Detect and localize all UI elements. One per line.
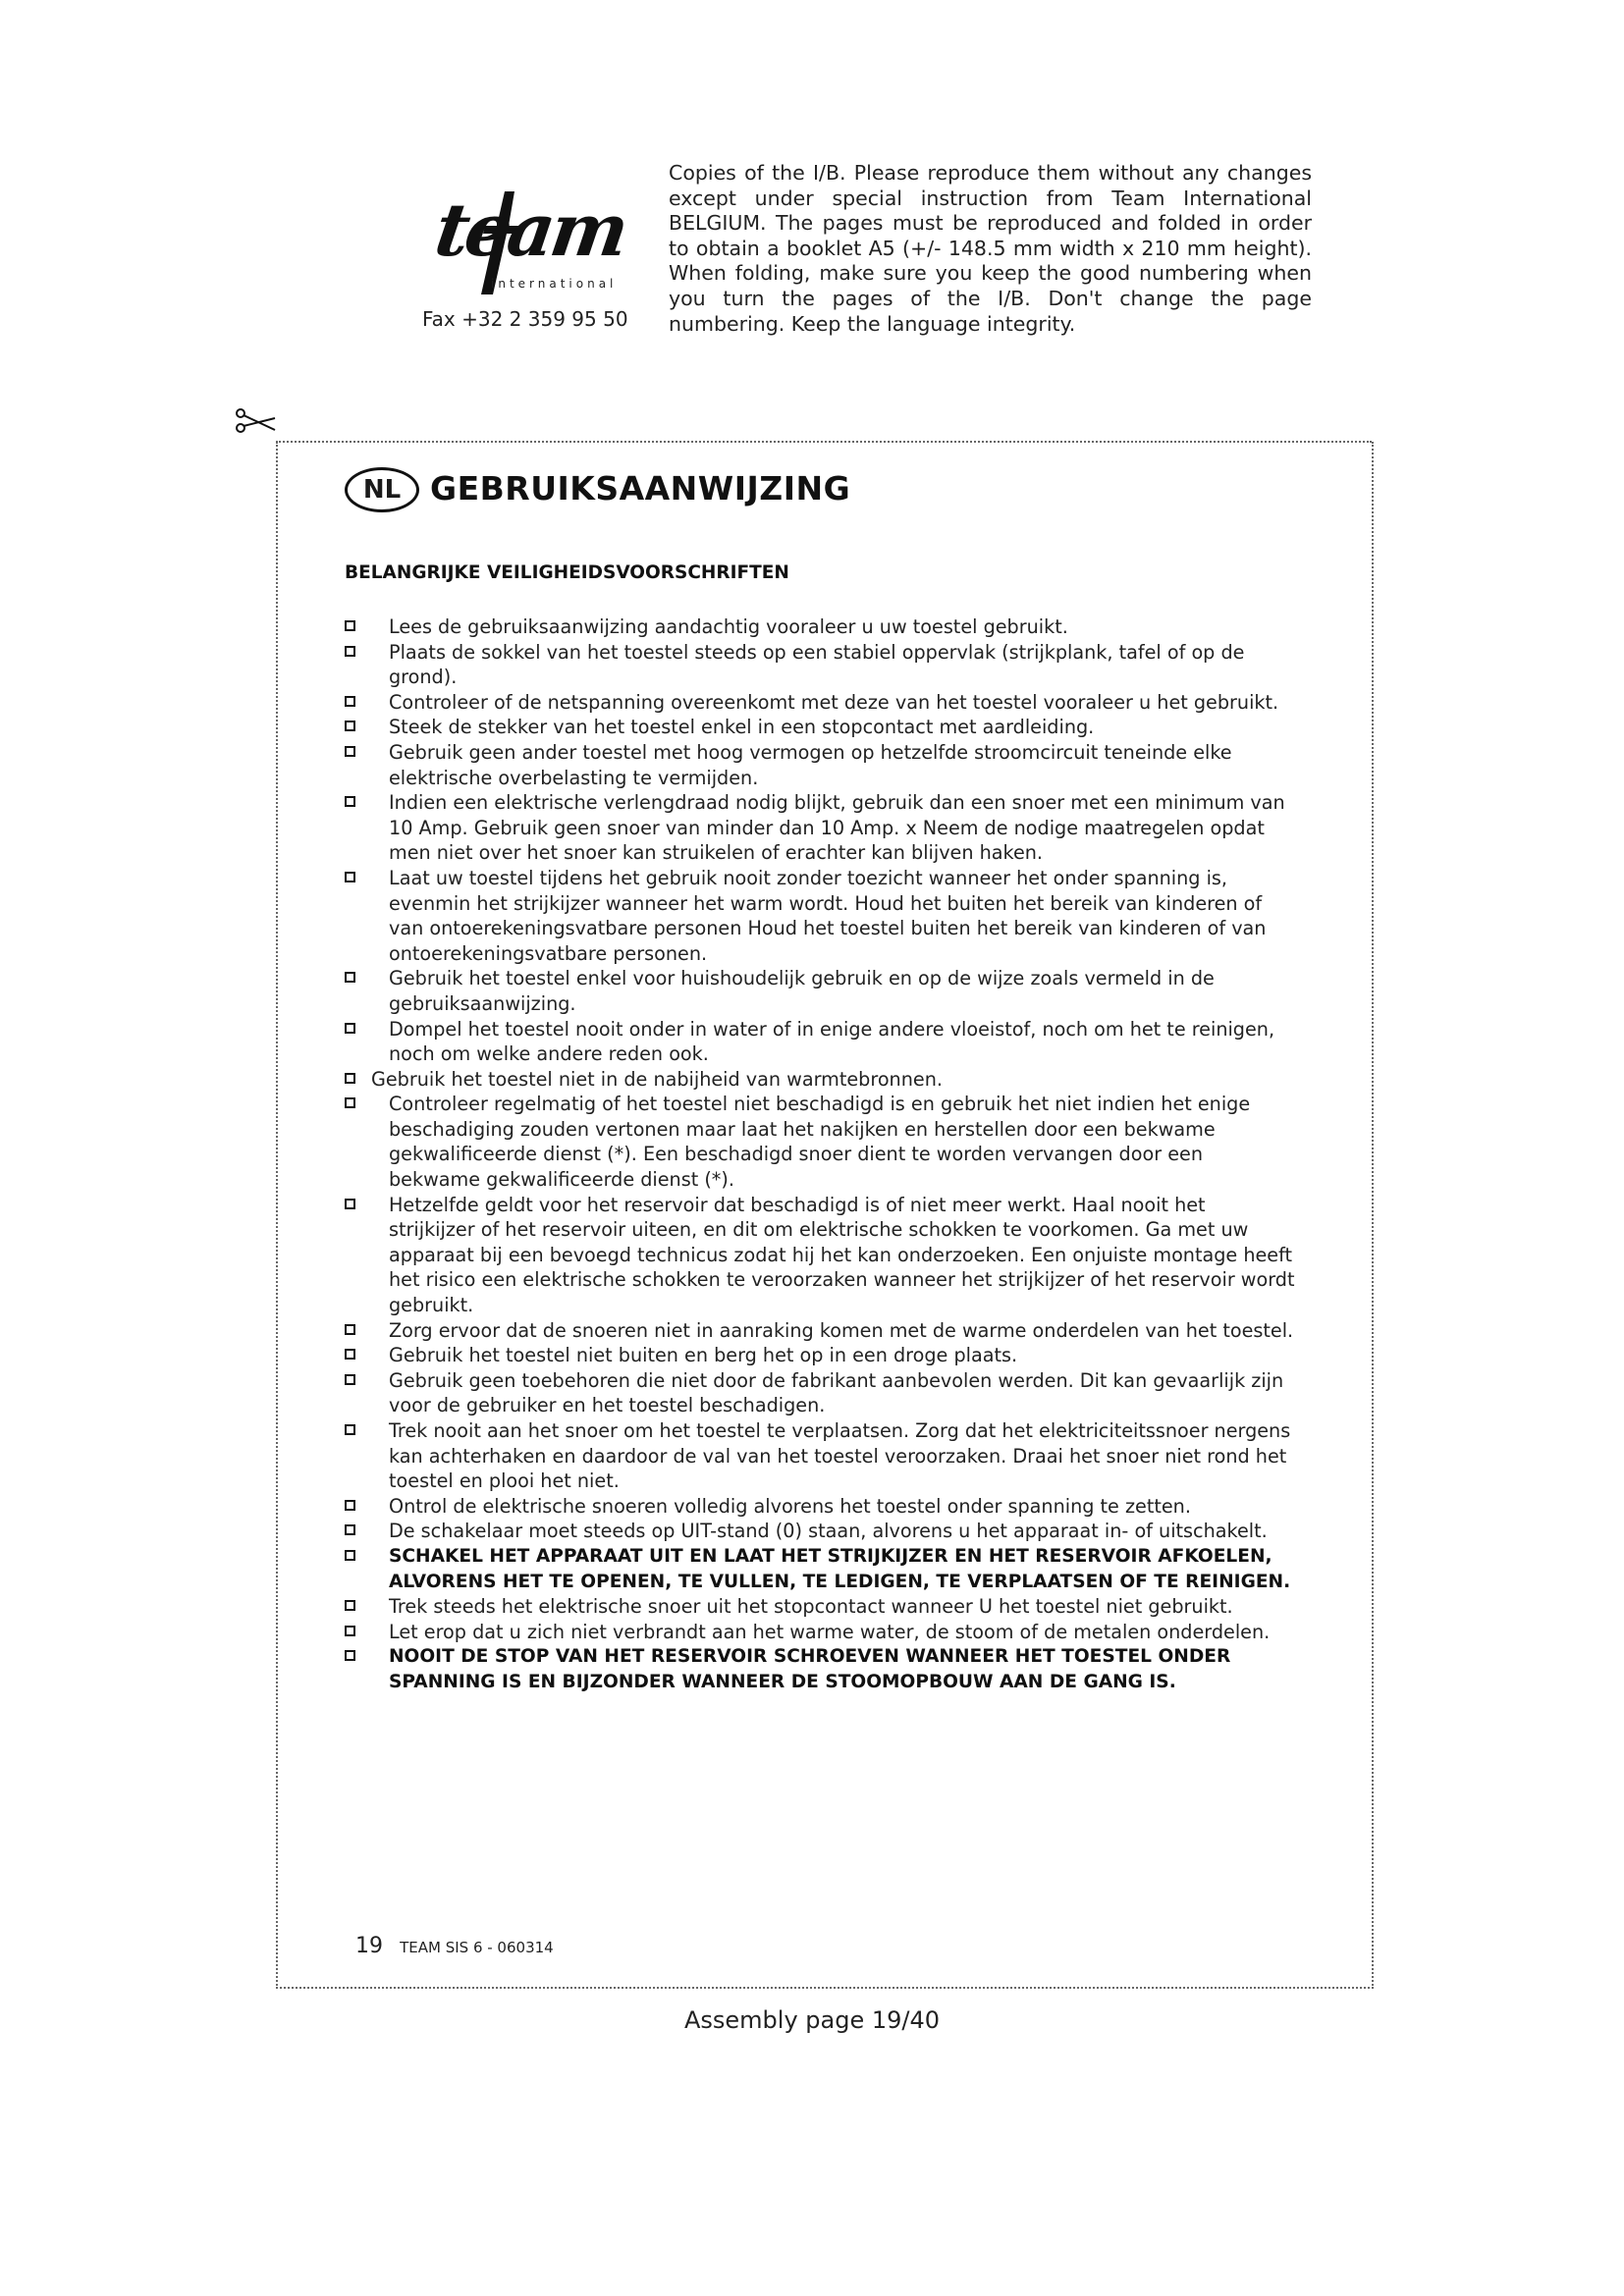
checkbox-bullet-icon: [345, 1023, 355, 1034]
list-item-warning: NOOIT DE STOP VAN HET RESERVOIR SCHROEVEN WANNEER HET TOESTEL ONDER SPANNING IS EN BIJZONDER WANNEER DE STOOMOPBOUW AAN DE GANG IS.: [345, 1644, 1297, 1694]
list-item: Trek nooit aan het snoer om het toestel te verplaatsen. Zorg dat het elektriciteitssnoer nergens kan achterhaken en daardoor de val van het toestel veroorzaken. Draai het snoer niet rond het toestel en plooi het niet.: [345, 1418, 1297, 1494]
checkbox-bullet-icon: [345, 721, 355, 731]
list-item: Laat uw toestel tijdens het gebruik nooit zonder toezicht wanneer het onder spanning is, evenmin het strijkijzer wanneer het warm wordt. Houd het buiten het bereik van kinderen of van ontoerekeningsvatbare personen Houd het toestel buiten het bereik van kinderen of van ontoerekeningsvatbare personen.: [345, 866, 1297, 966]
page-footer: [355, 1934, 554, 1958]
list-item: Lees de gebruiksaanwijzing aandachtig vooraleer u uw toestel gebruikt.: [345, 614, 1297, 640]
checkbox-bullet-icon: [345, 796, 355, 807]
list-item: Trek steeds het elektrische snoer uit het stopcontact wanneer U het toestel niet gebruikt.: [345, 1594, 1297, 1620]
model-reference: TEAM SIS 6 - 060314: [400, 1939, 554, 1956]
checkbox-bullet-icon: [345, 1650, 355, 1661]
checkbox-bullet-icon: [345, 1349, 355, 1360]
checkbox-bullet-icon: [345, 1324, 355, 1335]
checkbox-bullet-icon: [345, 1097, 355, 1108]
scissors-icon: [234, 406, 277, 436]
checkbox-bullet-icon: [345, 1550, 355, 1561]
page-number: 19: [355, 1934, 383, 1958]
list-item: Ontrol de elektrische snoeren volledig alvorens het toestel onder spanning te zetten.: [345, 1494, 1297, 1520]
checkbox-bullet-icon: [345, 1524, 355, 1535]
section-heading: BELANGRIJKE VEILIGHEIDSVOORSCHRIFTEN: [345, 562, 789, 583]
checkbox-bullet-icon: [345, 1626, 355, 1636]
assembly-page-label: Assembly page 19/40: [683, 2006, 941, 2034]
list-item: Controleer regelmatig of het toestel niet beschadigd is en gebruik het niet indien het enige beschadiging zouden vertonen maar laat het nakijken en herstellen door een bekwame gekwalificeerde dienst (*). Een beschadigd snoer dient te worden vervangen door een bekwame gekwalificeerde dienst (*).: [345, 1092, 1297, 1192]
list-item: Plaats de sokkel van het toestel steeds op een stabiel oppervlak (strijkplank, tafel of op de grond).: [345, 640, 1297, 690]
checkbox-bullet-icon: [345, 1374, 355, 1385]
checkbox-bullet-icon: [345, 1424, 355, 1435]
list-item: Indien een elektrische verlengdraad nodig blijkt, gebruik dan een snoer met een minimum van 10 Amp. Gebruik geen snoer van minder dan 10 Amp. x Neem de nodige maatregelen opdat men niet over het snoer kan struikelen of erachter kan blijven haken.: [345, 790, 1297, 866]
checkbox-bullet-icon: [345, 1073, 355, 1084]
list-item: Hetzelfde geldt voor het reservoir dat beschadigd is of niet meer werkt. Haal nooit het strijkijzer of het reservoir uiteen, en dit om elektrische schokken te voorkomen. Ga met uw apparaat bij een bevoegd technicus zodat hij het kan onderzoeken. Een onjuiste montage heeft het risico een elektrische schokken te veroorzaken wanneer het strijkijzer of het reservoir wordt gebruikt.: [345, 1193, 1297, 1318]
checkbox-bullet-icon: [345, 620, 355, 631]
safety-rules-list: [345, 614, 1297, 1695]
list-item: De schakelaar moet steeds op UIT-stand (0) staan, alvorens u het apparaat in- of uitschakelt.: [345, 1519, 1297, 1544]
checkbox-bullet-icon: [345, 746, 355, 757]
checkbox-bullet-icon: [345, 1199, 355, 1209]
checkbox-bullet-icon: [345, 972, 355, 983]
list-item: Gebruik het toestel niet buiten en berg het op in een droge plaats.: [345, 1343, 1297, 1368]
list-item: Gebruik geen ander toestel met hoog vermogen op hetzelfde stroomcircuit teneinde elke elektrische overbelasting te vermijden.: [345, 740, 1297, 790]
checkbox-bullet-icon: [345, 1500, 355, 1511]
list-item: Gebruik het toestel niet in de nabijheid van warmtebronnen.: [345, 1067, 1297, 1093]
list-item: Zorg ervoor dat de snoeren niet in aanraking komen met de warme onderdelen van het toestel.: [345, 1318, 1297, 1344]
reproduction-notice: Copies of the I/B. Please reproduce them without any changes except under special instruction from Team International BELGIUM. The pages must be reproduced and folded in order to obtain a booklet A5 (+/- 148.5 mm width x 210 mm height). When folding, make sure you keep the good numbering when you turn the pages of the I/B. Don't change the page numbering. Keep the language integrity.: [669, 161, 1312, 336]
list-item: Controleer of de netspanning overeenkomt met deze van het toestel vooraleer u het gebruikt.: [345, 690, 1297, 716]
page-title: GEBRUIKSAANWIJZING: [430, 469, 851, 507]
list-item: Gebruik geen toebehoren die niet door de fabrikant aanbevolen werden. Dit kan gevaarlijk zijn voor de gebruiker en het toestel beschadigen.: [345, 1368, 1297, 1418]
list-item: Let erop dat u zich niet verbrandt aan het warme water, de stoom of de metalen onderdelen.: [345, 1620, 1297, 1645]
list-item: Gebruik het toestel enkel voor huishoudelijk gebruik en op de wijze zoals vermeld in de gebruiksaanwijzing.: [345, 966, 1297, 1016]
fax-number: Fax +32 2 359 95 50: [422, 307, 628, 331]
checkbox-bullet-icon: [345, 872, 355, 882]
checkbox-bullet-icon: [345, 1600, 355, 1611]
list-item: Dompel het toestel nooit onder in water of in enige andere vloeistof, noch om het te reinigen, noch om welke andere reden ook.: [345, 1017, 1297, 1067]
checkbox-bullet-icon: [345, 696, 355, 707]
logo-subtitle: international: [491, 277, 618, 291]
language-badge: NL: [345, 467, 419, 512]
logo-wordmark: team: [429, 188, 630, 273]
list-item: Steek de stekker van het toestel enkel in een stopcontact met aardleiding.: [345, 715, 1297, 740]
checkbox-bullet-icon: [345, 646, 355, 657]
list-item-warning: SCHAKEL HET APPARAAT UIT EN LAAT HET STRIJKIJZER EN HET RESERVOIR AFKOELEN, ALVORENS HET TE OPENEN, TE VULLEN, TE LEDIGEN, TE VERPLAATSEN OF TE REINIGEN.: [345, 1544, 1297, 1594]
